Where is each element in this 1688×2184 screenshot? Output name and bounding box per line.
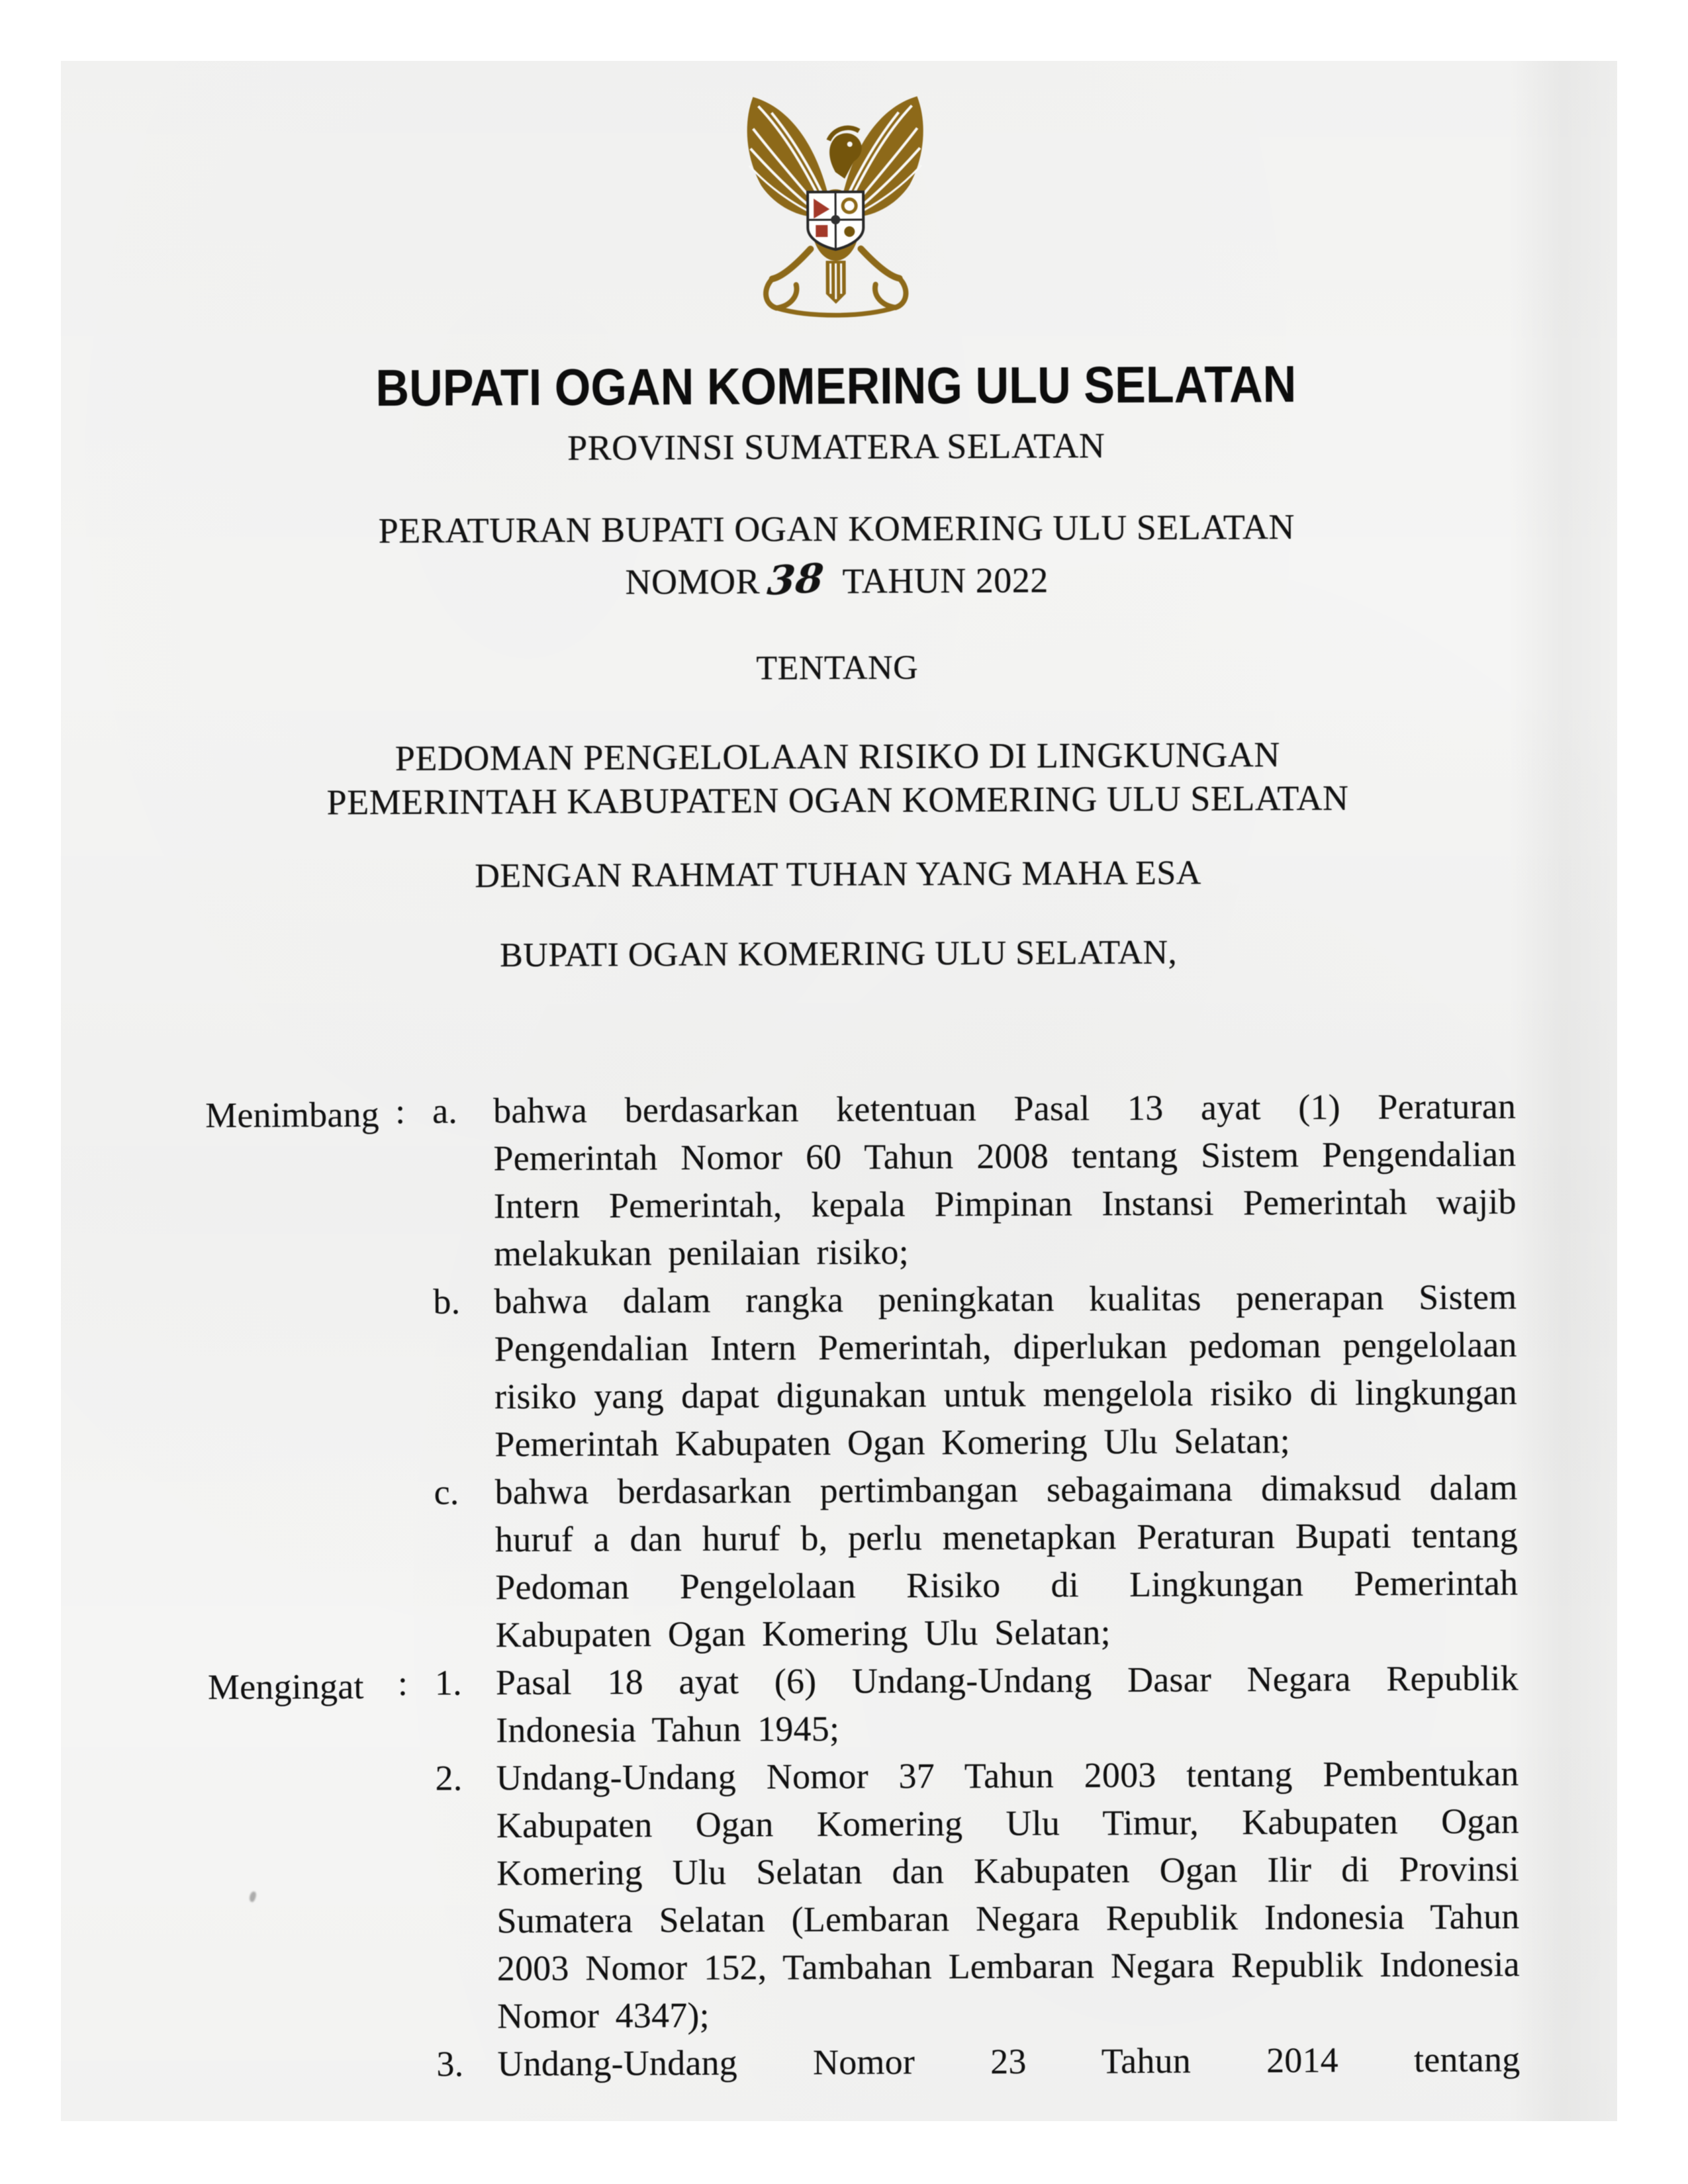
clauses-body: [205, 1083, 1521, 2088]
handwritten-regulation-number: 38: [765, 555, 826, 605]
item-marker: c.: [434, 1472, 459, 1512]
nomor-suffix: TAHUN 2022: [842, 560, 1049, 601]
item-marker: 3.: [436, 2044, 464, 2084]
scanned-page: [61, 61, 1617, 2121]
pancasila-shield: [808, 192, 863, 250]
item-marker: 2.: [435, 1758, 463, 1798]
legal-basis-item-1: [434, 1655, 1519, 1754]
scan-speck-artifact: [248, 1891, 257, 1903]
province-subtitle: PROVINSI SUMATERA SELATAN: [567, 426, 1105, 468]
legal-basis-item-3: [436, 2036, 1521, 2088]
nomor-prefix: NOMOR: [625, 561, 761, 602]
regulation-title: PERATURAN BUPATI OGAN KOMERING ULU SELATAN: [378, 506, 1295, 551]
mengingat-label: Mengingat: [207, 1666, 364, 1707]
mengingat-section: [207, 1655, 1521, 2088]
item-text: Undang-Undang Nomor 37 Tahun 2003 tentang Pembentukan Kabupaten Ogan Komering Ulu Timur, Kabupaten Ogan Komering Ulu Selatan dan Kabupaten Ogan Ilir di Provinsi Sumatera Selatan (Lembaran Negara Republik Indonesia Tahun 2003 Nomor 152, Tambahan Lembaran Negara Republik Indonesia Nomor 4347);: [496, 1753, 1520, 2036]
consideration-item-c: [434, 1464, 1519, 1659]
item-text: bahwa berdasarkan pertimbangan sebagaimana dimaksud dalam huruf a dan huruf b, perlu menetapkan Peraturan Bupati tentang Pedoman Pengelolaan Risiko di Lingkungan Pemerintah Kabupaten Ogan Komering Ulu Selatan;: [494, 1467, 1519, 1655]
legal-basis-item-2: [435, 1750, 1520, 2040]
garuda-pancasila-emblem-icon: [729, 71, 942, 318]
consideration-item-a: [432, 1083, 1517, 1278]
item-text: Undang-Undang Nomor 23 Tahun 2014 tentang: [497, 2039, 1521, 2084]
item-text: bahwa dalam rangka peningkatan kualitas penerapan Sistem Pengendalian Intern Pemerintah, diperlukan pedoman pengelolaan risiko yang dapat digunakan untuk mengelola risiko di lingkungan Pemerintah Kabupaten Ogan Komering Ulu Selatan;: [494, 1277, 1518, 1465]
regulation-number-line: [61, 554, 1615, 606]
item-text: Pasal 18 ayat (6) Undang-Undang Dasar Negara Republik Indonesia Tahun 1945;: [495, 1658, 1519, 1751]
subject-line-1: PEDOMAN PENGELOLAAN RISIKO DI LINGKUNGAN: [395, 735, 1280, 778]
menimbang-label: Menimbang: [205, 1095, 380, 1136]
mengingat-colon: :: [397, 1662, 408, 1703]
item-marker: a.: [432, 1091, 458, 1131]
menimbang-colon: :: [395, 1091, 406, 1131]
consideration-item-b: [433, 1273, 1518, 1469]
item-marker: b.: [433, 1281, 461, 1322]
item-text: bahwa berdasarkan ketentuan Pasal 13 ayat (1) Peraturan Pemerintah Nomor 60 Tahun 2008 tentang Sistem Pengendalian Intern Pemerintah, kepala Pimpinan Instansi Pemerintah wajib melakukan penilaian risiko;: [492, 1086, 1517, 1274]
item-marker: 1.: [434, 1662, 462, 1703]
menimbang-section: [205, 1083, 1519, 1659]
divine-invocation: DENGAN RAHMAT TUHAN YANG MAHA ESA: [475, 854, 1201, 895]
issuer-line: BUPATI OGAN KOMERING ULU SELATAN,: [499, 933, 1178, 975]
page-title: BUPATI OGAN KOMERING ULU SELATAN: [375, 354, 1297, 418]
page-content: [61, 61, 1617, 2121]
regulation-subject: [61, 731, 1616, 825]
subject-line-2: PEMERINTAH KABUPATEN OGAN KOMERING ULU SELATAN: [326, 778, 1349, 823]
tentang-label: TENTANG: [756, 649, 919, 688]
tail-feathers: [825, 261, 845, 304]
